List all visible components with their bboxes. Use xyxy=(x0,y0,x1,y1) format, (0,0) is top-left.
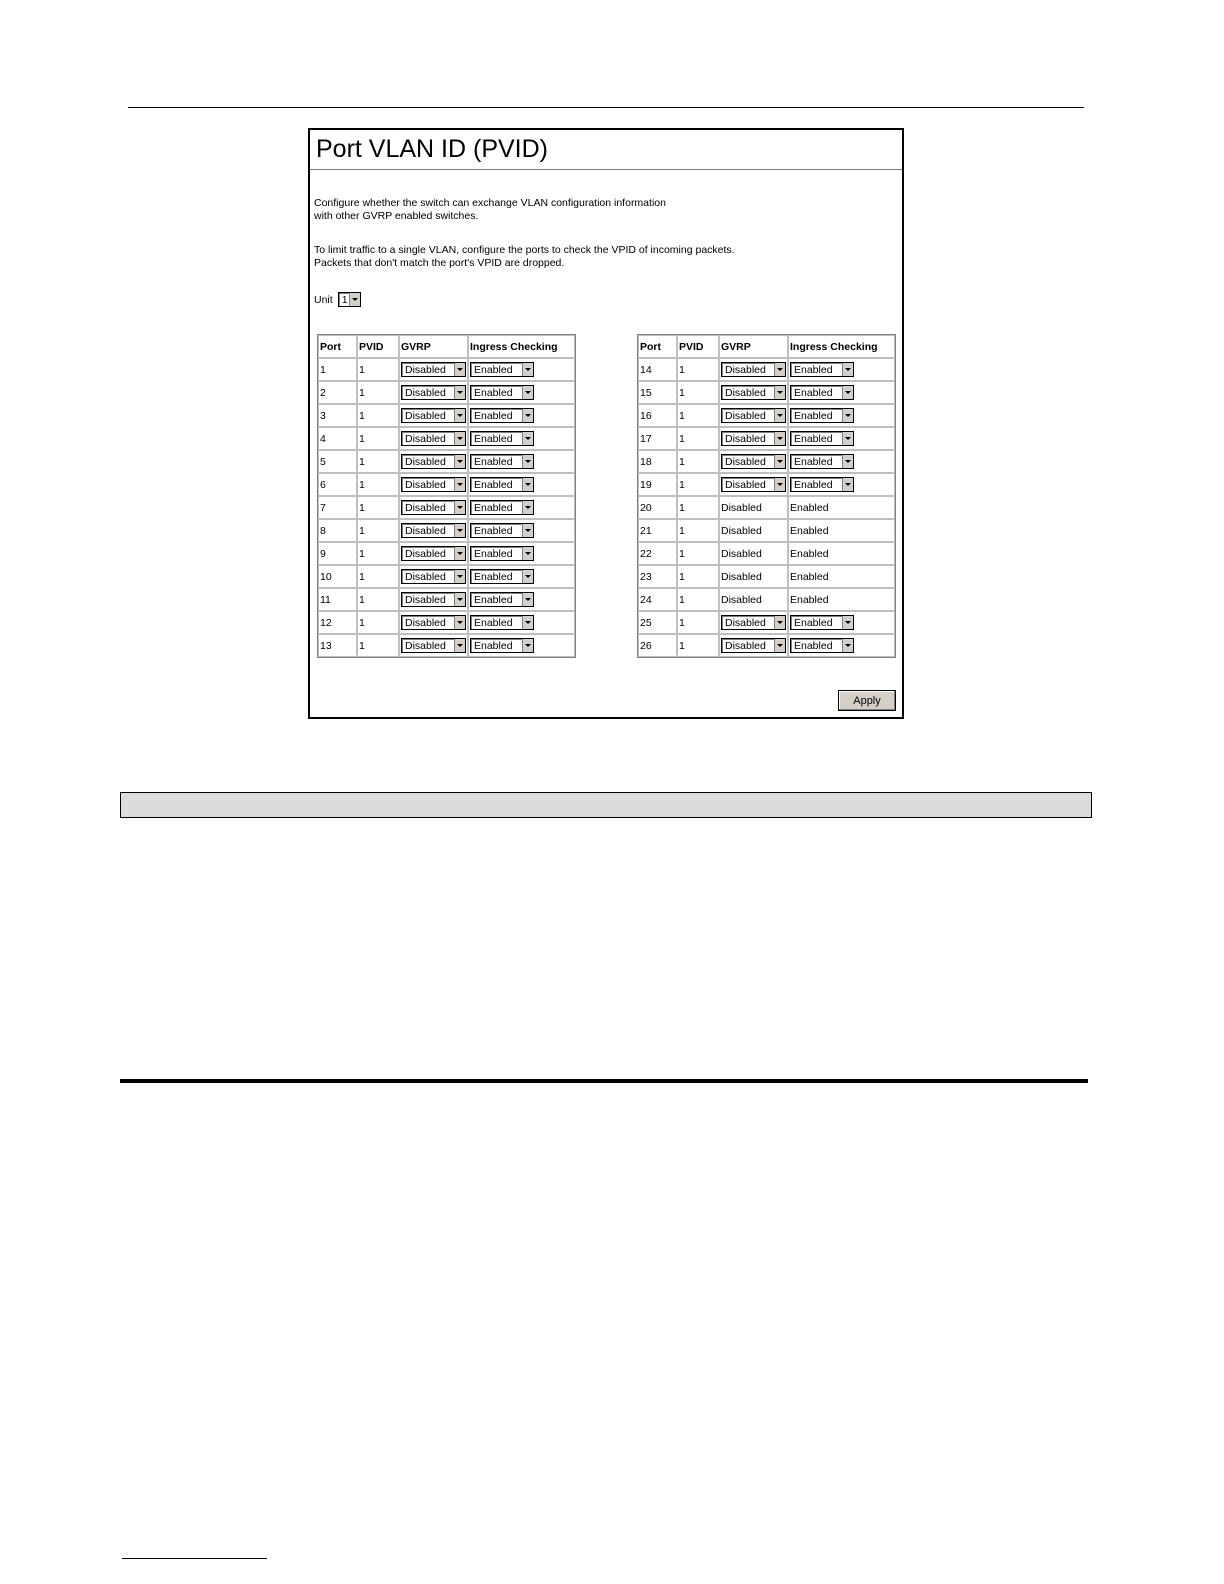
table-row xyxy=(318,427,575,450)
gvrp-select-value: Disabled xyxy=(725,363,766,376)
gvrp-select-value: Disabled xyxy=(405,547,446,560)
chevron-down-icon[interactable] xyxy=(842,409,853,422)
gvrp-select[interactable] xyxy=(401,477,466,492)
column-header-pvid: PVID xyxy=(357,335,399,358)
ingress-checking-select[interactable] xyxy=(470,408,534,423)
apply-button[interactable]: Apply xyxy=(838,690,896,711)
ingress-checking-cell xyxy=(468,450,575,473)
pvid-value: 1 xyxy=(677,450,719,473)
ingress-description-line-1: To limit traffic to a single VLAN, configure the ports to check the VPID of incoming packets. xyxy=(314,244,735,256)
ingress-checking-cell xyxy=(788,450,895,473)
table-row xyxy=(318,381,575,404)
chevron-down-icon[interactable] xyxy=(522,524,533,537)
chevron-down-icon[interactable] xyxy=(842,386,853,399)
ingress-checking-cell xyxy=(468,611,575,634)
gvrp-select[interactable] xyxy=(721,408,786,423)
ingress-checking-select[interactable] xyxy=(470,454,534,469)
chevron-down-icon[interactable] xyxy=(842,432,853,445)
ingress-checking-value: Enabled xyxy=(788,565,895,588)
gvrp-cell xyxy=(719,611,788,634)
ingress-checking-select[interactable] xyxy=(790,362,854,377)
ingress-checking-select-value: Enabled xyxy=(474,547,513,560)
chevron-down-icon[interactable] xyxy=(522,593,533,606)
chevron-down-icon[interactable] xyxy=(842,455,853,468)
ingress-checking-select[interactable] xyxy=(790,431,854,446)
table-row xyxy=(318,450,575,473)
column-header-gvrp: GVRP xyxy=(399,335,468,358)
ingress-checking-select-value: Enabled xyxy=(474,501,513,514)
table-row xyxy=(638,404,895,427)
pvid-value: 1 xyxy=(357,473,399,496)
chevron-down-icon[interactable] xyxy=(522,570,533,583)
ingress-checking-cell xyxy=(788,634,895,657)
table-row xyxy=(638,381,895,404)
ingress-checking-select-value: Enabled xyxy=(794,409,833,422)
port-number: 18 xyxy=(638,450,677,473)
column-header-pvid: PVID xyxy=(677,335,719,358)
gvrp-select-value: Disabled xyxy=(405,363,446,376)
pvid-value: 1 xyxy=(357,381,399,404)
table-row xyxy=(318,588,575,611)
table-row xyxy=(638,611,895,634)
chevron-down-icon[interactable] xyxy=(454,616,465,629)
chevron-down-icon[interactable] xyxy=(349,293,360,306)
unit-label: Unit xyxy=(314,293,333,306)
ingress-checking-cell xyxy=(788,473,895,496)
gvrp-cell xyxy=(719,473,788,496)
pvid-value: 1 xyxy=(677,542,719,565)
column-header-port: Port xyxy=(638,335,677,358)
chevron-down-icon[interactable] xyxy=(842,363,853,376)
ingress-checking-select[interactable] xyxy=(470,592,534,607)
ingress-checking-cell xyxy=(788,404,895,427)
ingress-checking-select[interactable] xyxy=(790,638,854,653)
chevron-down-icon[interactable] xyxy=(522,478,533,491)
ingress-checking-select-value: Enabled xyxy=(474,409,513,422)
gvrp-select[interactable] xyxy=(721,615,786,630)
chevron-down-icon[interactable] xyxy=(842,478,853,491)
gvrp-select-value: Disabled xyxy=(725,432,766,445)
pvid-value: 1 xyxy=(677,358,719,381)
chevron-down-icon[interactable] xyxy=(774,639,785,652)
ingress-checking-select[interactable] xyxy=(470,431,534,446)
ingress-checking-select-value: Enabled xyxy=(474,639,513,652)
chevron-down-icon[interactable] xyxy=(454,593,465,606)
ingress-checking-select-value: Enabled xyxy=(474,455,513,468)
ingress-checking-cell xyxy=(468,358,575,381)
table-row xyxy=(638,519,895,542)
ports-table-right xyxy=(637,334,896,658)
gvrp-cell xyxy=(719,358,788,381)
pvid-value: 1 xyxy=(677,404,719,427)
gvrp-cell xyxy=(719,404,788,427)
gvrp-value: Disabled xyxy=(719,588,788,611)
gvrp-cell xyxy=(399,496,468,519)
gvrp-select[interactable] xyxy=(721,638,786,653)
ingress-checking-select-value: Enabled xyxy=(474,570,513,583)
gvrp-select[interactable] xyxy=(401,362,466,377)
gvrp-select[interactable] xyxy=(721,454,786,469)
pvid-value: 1 xyxy=(357,427,399,450)
port-number: 17 xyxy=(638,427,677,450)
ingress-checking-select-value: Enabled xyxy=(794,363,833,376)
port-number: 20 xyxy=(638,496,677,519)
gvrp-select-value: Disabled xyxy=(405,432,446,445)
column-header-gvrp: GVRP xyxy=(719,335,788,358)
ingress-checking-cell xyxy=(788,358,895,381)
gvrp-select-value: Disabled xyxy=(405,616,446,629)
ingress-checking-cell xyxy=(468,473,575,496)
gvrp-select[interactable] xyxy=(721,431,786,446)
table-row xyxy=(318,519,575,542)
ingress-checking-select-value: Enabled xyxy=(794,478,833,491)
ingress-checking-cell xyxy=(788,381,895,404)
section-rule xyxy=(120,1079,1088,1083)
port-number: 23 xyxy=(638,565,677,588)
ingress-checking-cell xyxy=(468,565,575,588)
chevron-down-icon[interactable] xyxy=(774,363,785,376)
ingress-checking-select-value: Enabled xyxy=(474,478,513,491)
ingress-checking-value: Enabled xyxy=(788,542,895,565)
table-row xyxy=(638,427,895,450)
table-row xyxy=(318,358,575,381)
ingress-checking-select-value: Enabled xyxy=(474,524,513,537)
gvrp-select[interactable] xyxy=(401,546,466,561)
ingress-checking-cell xyxy=(788,427,895,450)
chevron-down-icon[interactable] xyxy=(454,409,465,422)
column-header-port: Port xyxy=(318,335,357,358)
ingress-checking-select-value: Enabled xyxy=(474,593,513,606)
footnote-rule xyxy=(122,1558,267,1559)
gvrp-select-value: Disabled xyxy=(725,616,766,629)
gvrp-cell xyxy=(399,473,468,496)
gvrp-cell xyxy=(719,634,788,657)
pvid-panel xyxy=(308,128,904,719)
gvrp-cell xyxy=(399,634,468,657)
gvrp-cell xyxy=(399,358,468,381)
gvrp-cell xyxy=(399,427,468,450)
gvrp-value: Disabled xyxy=(719,519,788,542)
chevron-down-icon[interactable] xyxy=(454,524,465,537)
gvrp-cell xyxy=(399,565,468,588)
ingress-checking-select[interactable] xyxy=(470,523,534,538)
gvrp-select-value: Disabled xyxy=(405,478,446,491)
gvrp-select-value: Disabled xyxy=(405,501,446,514)
table-row xyxy=(638,634,895,657)
chevron-down-icon[interactable] xyxy=(842,639,853,652)
gvrp-cell xyxy=(399,588,468,611)
gvrp-cell xyxy=(399,542,468,565)
chevron-down-icon[interactable] xyxy=(774,616,785,629)
table-row xyxy=(638,358,895,381)
gvrp-select[interactable] xyxy=(401,500,466,515)
ingress-checking-cell xyxy=(468,634,575,657)
chevron-down-icon[interactable] xyxy=(774,478,785,491)
gvrp-cell xyxy=(399,519,468,542)
port-number: 22 xyxy=(638,542,677,565)
pvid-value: 1 xyxy=(677,565,719,588)
ingress-checking-select[interactable] xyxy=(790,408,854,423)
ingress-checking-cell xyxy=(468,496,575,519)
ingress-checking-select-value: Enabled xyxy=(474,432,513,445)
pvid-value: 1 xyxy=(357,565,399,588)
chevron-down-icon[interactable] xyxy=(522,386,533,399)
table-row xyxy=(638,473,895,496)
ingress-checking-select[interactable] xyxy=(790,454,854,469)
gvrp-cell xyxy=(399,450,468,473)
unit-select-value: 1 xyxy=(341,293,348,306)
chevron-down-icon[interactable] xyxy=(454,386,465,399)
chevron-down-icon[interactable] xyxy=(842,616,853,629)
gvrp-select-value: Disabled xyxy=(725,409,766,422)
ingress-checking-cell xyxy=(788,611,895,634)
port-number: 25 xyxy=(638,611,677,634)
port-number: 5 xyxy=(318,450,357,473)
pvid-value: 1 xyxy=(677,634,719,657)
table-row xyxy=(318,542,575,565)
chevron-down-icon[interactable] xyxy=(454,478,465,491)
chevron-down-icon[interactable] xyxy=(774,455,785,468)
ingress-checking-select-value: Enabled xyxy=(794,455,833,468)
chevron-down-icon[interactable] xyxy=(522,409,533,422)
unit-select[interactable] xyxy=(338,292,361,307)
ingress-checking-select[interactable] xyxy=(790,477,854,492)
ingress-description-line-2: Packets that don't match the port's VPID are dropped. xyxy=(314,257,565,269)
pvid-value: 1 xyxy=(357,634,399,657)
gvrp-select-value: Disabled xyxy=(725,386,766,399)
chevron-down-icon[interactable] xyxy=(454,363,465,376)
table-row xyxy=(318,473,575,496)
pvid-value: 1 xyxy=(357,358,399,381)
port-number: 6 xyxy=(318,473,357,496)
table-row xyxy=(638,542,895,565)
table-row xyxy=(318,404,575,427)
port-number: 1 xyxy=(318,358,357,381)
pvid-value: 1 xyxy=(357,588,399,611)
port-number: 12 xyxy=(318,611,357,634)
port-number: 7 xyxy=(318,496,357,519)
page-title: Port VLAN ID (PVID) xyxy=(316,135,548,163)
chevron-down-icon[interactable] xyxy=(522,616,533,629)
ingress-checking-value: Enabled xyxy=(788,496,895,519)
ingress-checking-select[interactable] xyxy=(470,569,534,584)
gvrp-value: Disabled xyxy=(719,542,788,565)
gvrp-value: Disabled xyxy=(719,496,788,519)
unit-selector-row xyxy=(314,292,361,307)
gvrp-select[interactable] xyxy=(401,431,466,446)
gvrp-select-value: Disabled xyxy=(405,639,446,652)
ingress-checking-select[interactable] xyxy=(470,615,534,630)
ingress-checking-select-value: Enabled xyxy=(794,432,833,445)
pvid-value: 1 xyxy=(677,473,719,496)
gvrp-cell xyxy=(719,450,788,473)
ports-table-left xyxy=(317,334,576,658)
table-row xyxy=(638,588,895,611)
chevron-down-icon[interactable] xyxy=(454,455,465,468)
port-number: 16 xyxy=(638,404,677,427)
port-number: 9 xyxy=(318,542,357,565)
pvid-value: 1 xyxy=(357,496,399,519)
gvrp-cell xyxy=(399,404,468,427)
ingress-checking-cell xyxy=(468,404,575,427)
chevron-down-icon[interactable] xyxy=(454,547,465,560)
ingress-checking-select-value: Enabled xyxy=(794,386,833,399)
gvrp-select[interactable] xyxy=(401,408,466,423)
header-rule xyxy=(128,107,1084,108)
chevron-down-icon[interactable] xyxy=(522,547,533,560)
chevron-down-icon[interactable] xyxy=(522,363,533,376)
table-row xyxy=(638,565,895,588)
gvrp-select[interactable] xyxy=(401,592,466,607)
gvrp-select[interactable] xyxy=(401,615,466,630)
ingress-checking-cell xyxy=(468,588,575,611)
gvrp-cell xyxy=(719,381,788,404)
table-row xyxy=(318,634,575,657)
pvid-value: 1 xyxy=(677,381,719,404)
ingress-checking-select-value: Enabled xyxy=(794,616,833,629)
port-number: 3 xyxy=(318,404,357,427)
gvrp-select-value: Disabled xyxy=(405,386,446,399)
ingress-checking-select[interactable] xyxy=(470,546,534,561)
table-row xyxy=(318,565,575,588)
port-number: 24 xyxy=(638,588,677,611)
port-number: 10 xyxy=(318,565,357,588)
pvid-value: 1 xyxy=(357,519,399,542)
ingress-checking-select[interactable] xyxy=(790,615,854,630)
title-divider xyxy=(310,169,902,170)
gvrp-select[interactable] xyxy=(401,385,466,400)
port-number: 11 xyxy=(318,588,357,611)
chevron-down-icon[interactable] xyxy=(454,639,465,652)
port-number: 2 xyxy=(318,381,357,404)
gvrp-cell xyxy=(399,381,468,404)
port-number: 15 xyxy=(638,381,677,404)
ingress-checking-select-value: Enabled xyxy=(474,363,513,376)
table-row xyxy=(638,450,895,473)
gvrp-value: Disabled xyxy=(719,565,788,588)
pvid-value: 1 xyxy=(677,519,719,542)
table-row xyxy=(318,496,575,519)
gvrp-select-value: Disabled xyxy=(405,524,446,537)
pvid-value: 1 xyxy=(357,450,399,473)
gvrp-cell xyxy=(719,427,788,450)
pvid-value: 1 xyxy=(357,404,399,427)
gvrp-select[interactable] xyxy=(401,454,466,469)
gvrp-select[interactable] xyxy=(721,477,786,492)
ingress-checking-select[interactable] xyxy=(470,638,534,653)
ingress-checking-select-value: Enabled xyxy=(474,616,513,629)
ingress-checking-value: Enabled xyxy=(788,519,895,542)
gvrp-select-value: Disabled xyxy=(725,639,766,652)
chevron-down-icon[interactable] xyxy=(454,501,465,514)
port-number: 4 xyxy=(318,427,357,450)
pvid-value: 1 xyxy=(677,611,719,634)
chevron-down-icon[interactable] xyxy=(522,432,533,445)
chevron-down-icon[interactable] xyxy=(522,639,533,652)
ingress-checking-cell xyxy=(468,542,575,565)
gvrp-select[interactable] xyxy=(401,638,466,653)
chevron-down-icon[interactable] xyxy=(454,432,465,445)
ingress-checking-select-value: Enabled xyxy=(474,386,513,399)
gvrp-cell xyxy=(399,611,468,634)
chevron-down-icon[interactable] xyxy=(774,409,785,422)
chevron-down-icon[interactable] xyxy=(522,501,533,514)
ingress-checking-select[interactable] xyxy=(470,500,534,515)
ingress-checking-select[interactable] xyxy=(470,477,534,492)
gvrp-select-value: Disabled xyxy=(405,409,446,422)
ingress-checking-select[interactable] xyxy=(790,385,854,400)
port-number: 13 xyxy=(318,634,357,657)
chevron-down-icon[interactable] xyxy=(774,386,785,399)
pvid-value: 1 xyxy=(357,611,399,634)
gvrp-select-value: Disabled xyxy=(405,570,446,583)
ingress-checking-select-value: Enabled xyxy=(794,639,833,652)
gvrp-select-value: Disabled xyxy=(405,455,446,468)
chevron-down-icon[interactable] xyxy=(522,455,533,468)
ingress-checking-value: Enabled xyxy=(788,588,895,611)
ingress-checking-cell xyxy=(468,381,575,404)
gvrp-description-line-2: with other GVRP enabled switches. xyxy=(314,210,479,222)
pvid-value: 1 xyxy=(677,588,719,611)
ingress-checking-select[interactable] xyxy=(470,385,534,400)
ingress-checking-select[interactable] xyxy=(470,362,534,377)
column-header-ingress-checking: Ingress Checking xyxy=(468,335,575,358)
ingress-checking-cell xyxy=(468,427,575,450)
gvrp-description-line-1: Configure whether the switch can exchange VLAN configuration information xyxy=(314,197,666,209)
pvid-value: 1 xyxy=(677,427,719,450)
port-number: 19 xyxy=(638,473,677,496)
gvrp-select-value: Disabled xyxy=(405,593,446,606)
gvrp-select-value: Disabled xyxy=(725,478,766,491)
table-row xyxy=(638,496,895,519)
chevron-down-icon[interactable] xyxy=(774,432,785,445)
gvrp-select-value: Disabled xyxy=(725,455,766,468)
gvrp-select[interactable] xyxy=(401,569,466,584)
table-row xyxy=(318,611,575,634)
port-number: 21 xyxy=(638,519,677,542)
chevron-down-icon[interactable] xyxy=(454,570,465,583)
gvrp-select[interactable] xyxy=(721,385,786,400)
gvrp-select[interactable] xyxy=(401,523,466,538)
port-number: 8 xyxy=(318,519,357,542)
column-header-ingress-checking: Ingress Checking xyxy=(788,335,895,358)
port-number: 26 xyxy=(638,634,677,657)
port-number: 14 xyxy=(638,358,677,381)
caption-bar xyxy=(120,792,1092,818)
ingress-checking-cell xyxy=(468,519,575,542)
gvrp-select[interactable] xyxy=(721,362,786,377)
pvid-value: 1 xyxy=(357,542,399,565)
pvid-value: 1 xyxy=(677,496,719,519)
